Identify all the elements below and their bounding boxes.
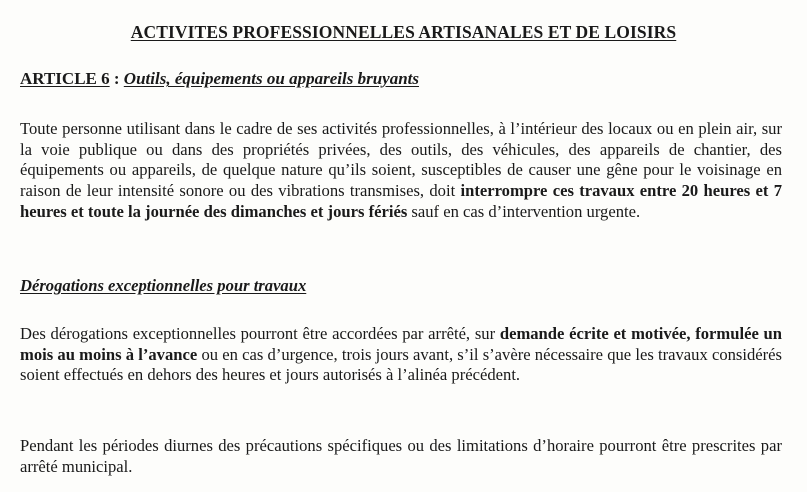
section-title: ACTIVITES PROFESSIONNELLES ARTISANALES ET DE LOISIRS <box>130 22 677 42</box>
paragraph-1-bold: interrompre ces travaux entre 20 heures et 7 heures et toute la journée des dimanches et jours fériés <box>20 181 782 221</box>
paragraph-derogations <box>20 324 782 386</box>
paragraph-daytime-precautions: Pendant les périodes diurnes des précautions spécifiques ou des limitations d’horaire pourront être prescrites par arrêté municipal. <box>20 436 782 476</box>
paragraph-1-text-a: Toute personne utilisant dans le cadre de ses activités professionnelles, à l’intérieur des locaux ou en plein air, sur la voie publique ou dans des propriétés privées, des outils, des véhicules, des appareils de chantier, des équipements ou appareils, de quelque nature qu’ils soient, susceptibles de causer une gêne pour le voisinage en raison de leur intensité sonore ou des vibrations transmises, doit <box>20 119 782 201</box>
paragraph-2-bold: demande écrite et motivée, formulée un mois au moins à l’avance <box>20 324 783 364</box>
paragraph-2-text-c: ou en cas d’urgence, trois jours avant, s’il s’avère nécessaire que les travaux considérés soient effectués en dehors des heures et jours autorisés à l’alinéa précédent. <box>20 344 782 385</box>
article-colon: : <box>109 69 124 88</box>
paragraph-noisy-tools <box>20 119 782 223</box>
article-heading <box>20 69 419 89</box>
subheading-derogations: Dérogations exceptionnelles pour travaux <box>20 276 307 295</box>
article-subject: Outils, équipements ou appareils bruyants <box>123 69 419 88</box>
paragraph-1-text-c: sauf en cas d’intervention urgente. <box>407 201 641 221</box>
paragraph-2-text-a: Des dérogations exceptionnelles pourront être accordées par arrêté, sur <box>20 324 500 343</box>
article-label: ARTICLE 6 <box>20 69 110 88</box>
